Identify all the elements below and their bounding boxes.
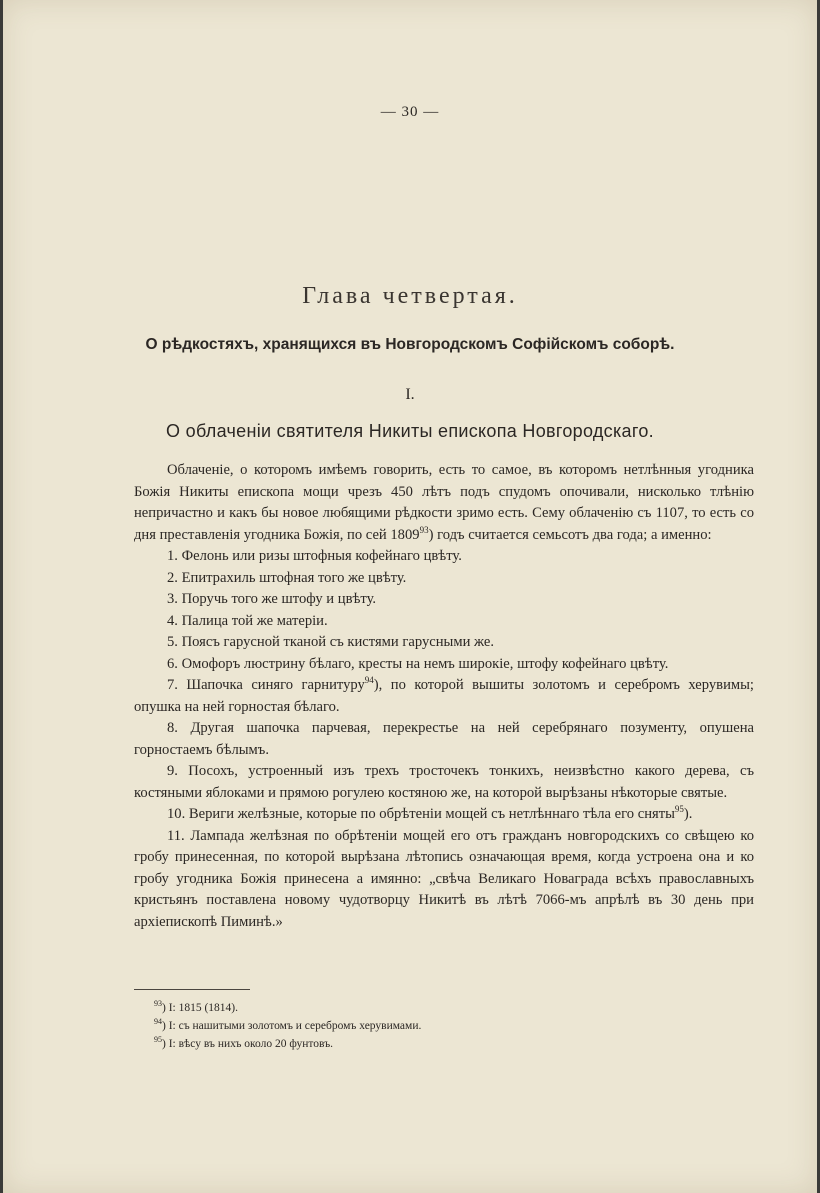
list-item-text: 3. Поручь того же штофу и цвѣту. <box>167 591 377 607</box>
footnote-text: ) I: вѣсу въ нихъ около 20 фунтовъ. <box>162 1038 334 1050</box>
chapter-title: Глава четвертая. <box>302 283 518 309</box>
footnote-text: ) I: 1815 (1814). <box>162 1002 239 1014</box>
intro-text-b: ) годъ считается семьсотъ два года; а именно: <box>428 526 712 543</box>
list-item <box>134 611 754 633</box>
list-item <box>134 826 754 934</box>
list-item-text: 10. Вериги желѣзные, которые по обрѣтеніи мощей съ нетлѣннаго тѣла его сняты <box>167 806 675 822</box>
list-item <box>134 632 754 654</box>
list-item-text: 8. Другая шапочка парчевая, перекрестье на ней серебрянаго позументу, опушена горностаемъ бѣлымъ. <box>134 720 754 758</box>
footnote-text: ) I: съ нашитыми золотомъ и серебромъ херувимами. <box>162 1020 422 1032</box>
footnote-ref-94: 94 <box>364 675 374 685</box>
relics-list <box>134 546 754 933</box>
list-item <box>134 675 754 718</box>
footnote <box>154 999 714 1017</box>
list-item <box>134 718 754 761</box>
list-item-text: 7. Шапочка синяго гарнитуру <box>167 677 365 693</box>
page-number: — 30 — <box>380 104 440 120</box>
list-item-text-cont: ), по которой вышиты золотомъ и серебромъ херувимы; опушка на ней горностая бѣлаго. <box>134 677 754 715</box>
list-item <box>134 568 754 590</box>
footnote-ref-93: 93 <box>419 524 429 535</box>
list-item-text: 4. Палица той же матеріи. <box>167 612 328 629</box>
body-text <box>134 460 754 933</box>
list-item <box>134 761 754 804</box>
section-title: О облаченіи святителя Никиты епископа Новгородскаго. <box>166 421 654 441</box>
list-item <box>134 804 754 826</box>
footnote-ref-95: 95 <box>674 804 684 814</box>
chapter-subtitle: О рѣдкостяхъ, хранящихся въ Новгородскомъ Софійскомъ соборѣ. <box>145 336 675 353</box>
footnote-marker: 94 <box>154 1017 162 1026</box>
footnote-marker: 93 <box>154 999 162 1008</box>
list-item <box>134 546 754 568</box>
footnote <box>154 1017 714 1035</box>
footnotes <box>154 999 714 1053</box>
intro-text-a: Облаченіе, о которомъ имѣемъ говорить, есть то самое, въ которомъ нетлѣнныя угодника Божія Никиты епископа мощи чрезъ 450 лѣтъ подъ спудомъ опочивали, нисколько тлѣнію непричастно и какъ бы новое любящими рѣдкости зримо есть. Сему облаченію съ 1107, то есть со дня преставленія угодника Божія, по сей 1809 <box>134 462 754 543</box>
list-item <box>134 654 754 676</box>
list-item-text: 11. Лампада желѣзная по обрѣтеніи мощей его отъ гражданъ новгородскихъ со свѣщею ко гробу принесенная, по которой вырѣзана лѣтопись означающая время, когда устроена она и ко гробу угодника Божія принесена а имянно: „свѣча Великаго Новаграда всѣхъ православныхъ кристьянъ поставлена новому чудотворцу Никитѣ въ лѣтѣ 7066-мъ апрѣлѣ въ 30 день при архіепископѣ Пиминѣ.» <box>134 827 754 930</box>
list-item-text: 2. Епитрахиль штофная того же цвѣту. <box>167 569 407 586</box>
book-page <box>3 0 817 1193</box>
list-item-text: 5. Поясъ гарусной тканой съ кистями гарусными же. <box>167 634 495 650</box>
intro-paragraph <box>134 460 754 546</box>
list-item <box>134 589 754 611</box>
list-item-text: 9. Посохъ, устроенный изъ трехъ тросточекъ тонкихъ, неизвѣстно какого дерева, съ костяными яблоками и прямою рогулею костяною же, на которой вырѣзаны нѣкоторые святые. <box>134 763 754 801</box>
footnote-marker: 95 <box>154 1035 162 1044</box>
footnote <box>154 1035 714 1053</box>
list-item-text: 1. Фелонь или ризы штофныя кофейнаго цвѣту. <box>167 548 462 564</box>
footnote-divider <box>134 989 250 990</box>
list-item-text-cont: ). <box>683 806 693 822</box>
section-number: I. <box>405 386 415 403</box>
list-item-text: 6. Омофоръ люстрину бѣлаго, кресты на немъ широкіе, штофу кофейнаго цвѣту. <box>167 655 669 672</box>
